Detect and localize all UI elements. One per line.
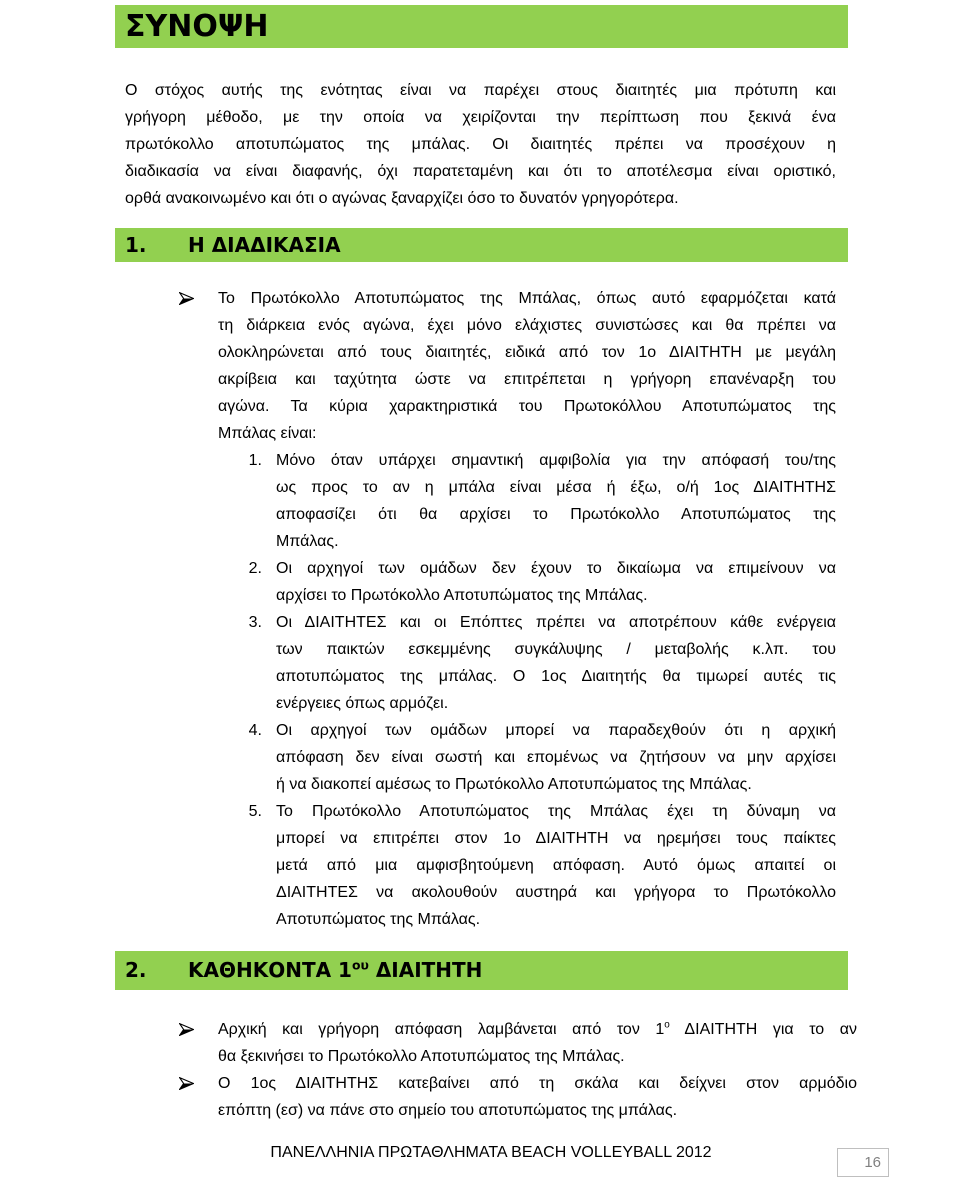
intro-line: Ο στόχος αυτής της ενότητας είναι να παρέχει στους διαιτητές μια πρότυπη και (125, 82, 836, 99)
list-line: Το Πρωτόκολλο Αποτυπώματος της Μπάλας έχει τη δύναμη να (276, 803, 836, 820)
bullet-line-text: Αρχική και γρήγορη απόφαση λαμβάνεται από τον 1 (218, 1021, 665, 1038)
heading-title-rest: ΔΙΑΙΤΗΤΗ (368, 958, 483, 982)
list-line: απόφαση δεν είναι σωστή και επομένως να ζητήσουν να μην αρχίσει (276, 749, 836, 766)
list-line: αποτυπώματος της μπάλας. Ο 1ος Διαιτητής θα τιμωρεί αυτές τις (276, 668, 836, 685)
list-line: ενέργειες όπως αρμόζει. (276, 695, 449, 712)
bullet-line: αγώνα. Τα κύρια χαρακτηριστικά του Πρωτοκόλλου Αποτυπώματος της (218, 398, 836, 415)
bullet-line: ακρίβεια και ταχύτητα ώστε να επιτρέπεται η γρήγορη επανέναρξη του (218, 371, 836, 388)
list-line: Οι αρχηγοί των ομάδων δεν έχουν το δικαίωμα να επιμείνουν να (276, 560, 836, 577)
bullet-line (218, 1016, 857, 1043)
bullet-line-superscript: ο (664, 1019, 670, 1031)
intro-line: διαδικασία να είναι διαφανής, όχι παρατεταμένη και ότι το αποτέλεσμα είναι οριστικό, (125, 163, 836, 180)
list-line: Οι αρχηγοί των ομάδων μπορεί να παραδεχθούν ότι η αρχική (276, 722, 836, 739)
footer-text: ΠΑΝΕΛΛΗΝΙΑ ΠΡΩΤΑΘΛΗΜΑΤΑ BEACH VOLLEYBALL 2012 (270, 1144, 712, 1161)
section-heading-bar (115, 228, 848, 262)
bullet-line: θα ξεκινήσει το Πρωτόκολλο Αποτυπώματος της Μπάλας. (218, 1048, 625, 1065)
section-heading-number: 2. (125, 958, 147, 982)
intro-line: ορθά ανακοινωμένο και ότι ο αγώνας ξαναρχίζει όσο το δυνατόν γρηγορότερα. (125, 190, 679, 207)
list-line: ΔΙΑΙΤΗΤΕΣ να ακολουθούν αυστηρά και γρήγορα το Πρωτόκολλο (276, 884, 836, 901)
arrow-bullet-icon (179, 1023, 194, 1036)
page-title: ΣΥΝΟΨΗ (125, 9, 269, 44)
list-line: Αποτυπώματος της Μπάλας. (276, 911, 481, 928)
section-heading-title: Η ΔΙΑΔΙΚΑΣΙΑ (188, 233, 341, 257)
heading-title-superscript: ου (351, 957, 369, 973)
intro-paragraph (125, 77, 836, 212)
section-heading-number: 1. (125, 233, 147, 257)
bullet-line: τη διάρκεια ενός αγώνα, έχει μόνο ελάχιστες συνιστώσες και θα πρέπει να (218, 317, 836, 334)
list-line: Μπάλας. (276, 533, 339, 550)
bullet-line: ολοκληρώνεται από τους διαιτητές, ειδικά από τον 1ο ΔΙΑΙΤΗΤΗ με μεγάλη (218, 344, 836, 361)
list-number: 1. (248, 452, 262, 469)
list-line: ως προς το αν η μπάλα είναι μέσα ή έξω, ο/ή 1ος ΔΙΑΙΤΗΤΗΣ (276, 479, 836, 496)
list-number: 2. (248, 560, 262, 577)
numbered-item (248, 798, 836, 933)
bullet-line-rest: ΔΙΑΙΤΗΤΗ για το αν (669, 1021, 857, 1038)
intro-line: πρωτόκολλο αποτυπώματος της μπάλας. Οι διαιτητές πρέπει να προσέχουν η (125, 136, 836, 153)
numbered-item (248, 555, 836, 609)
section-body (0, 1016, 960, 1124)
list-line: των παικτών εσκεμμένης συγκάλυψης / μεταβολής κ.λπ. του (276, 641, 836, 658)
numbered-item (248, 447, 836, 555)
list-number: 3. (248, 614, 262, 631)
list-line: μπορεί να επιτρέπει στον 1ο ΔΙΑΙΤΗΤΗ να ηρεμήσει τους παίκτες (276, 830, 836, 847)
bullet-line: επόπτη (εσ) να πάνε στο σημείο του αποτυπώματος της μπάλας. (218, 1102, 678, 1119)
section-heading-bar (115, 951, 848, 990)
list-number: 5. (248, 803, 262, 820)
bullet-line: Ο 1ος ΔΙΑΙΤΗΤΗΣ κατεβαίνει από τη σκάλα και δείχνει στον αρμόδιο (218, 1075, 857, 1092)
bullet-item (218, 1070, 857, 1124)
list-line: Μόνο όταν υπάρχει σημαντική αμφιβολία για την απόφασή του/της (276, 452, 836, 469)
page-number: 16 (837, 1148, 889, 1177)
numbered-item (248, 717, 836, 798)
list-line: αρχίσει το Πρωτόκολλο Αποτυπώματος της Μπάλας. (276, 587, 648, 604)
list-line: ή να διακοπεί αμέσως το Πρωτόκολλο Αποτυπώματος της Μπάλας. (276, 776, 752, 793)
list-number: 4. (248, 722, 262, 739)
numbered-item (248, 609, 836, 717)
bullet-item (218, 285, 836, 447)
section-heading-title (188, 951, 482, 990)
title-bar (115, 5, 848, 48)
arrow-bullet-icon (179, 1077, 194, 1090)
arrow-bullet-icon (179, 292, 194, 305)
bullet-item (218, 1016, 857, 1070)
bullet-line: Μπάλας είναι: (218, 425, 317, 442)
bullet-line: Το Πρωτόκολλο Αποτυπώματος της Μπάλας, όπως αυτό εφαρμόζεται κατά (218, 290, 836, 307)
list-line: Οι ΔΙΑΙΤΗΤΕΣ και οι Επόπτες πρέπει να αποτρέπουν κάθε ενέργεια (276, 614, 836, 631)
intro-line: γρήγορη μέθοδο, με την οποία να χειρίζονται την περίπτωση που ξεκινά ένα (125, 109, 836, 126)
list-line: αποφασίζει ότι θα αρχίσει το Πρωτόκολλο Αποτυπώματος της (276, 506, 836, 523)
list-line: μετά από μια αμφισβητούμενη απόφαση. Αυτό όμως απαιτεί οι (276, 857, 836, 874)
section-body (0, 285, 960, 933)
heading-title-text: ΚΑΘΗΚΟΝΤΑ 1 (188, 958, 352, 982)
